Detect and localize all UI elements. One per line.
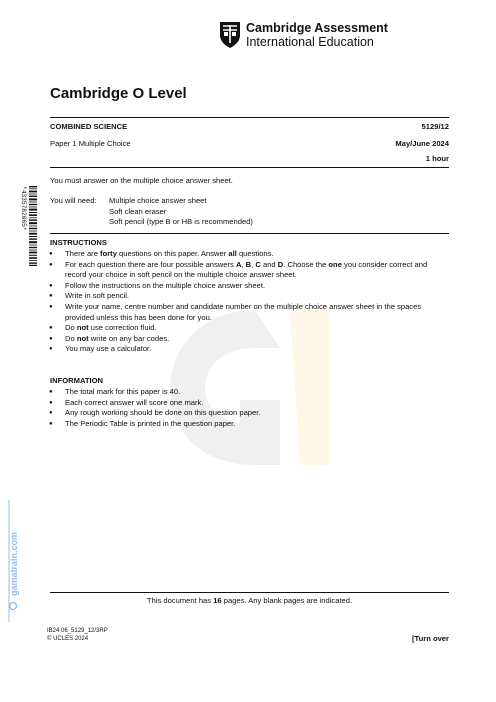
list-item: ● Each correct answer will score one mark. xyxy=(48,398,450,409)
subject-name: COMBINED SCIENCE xyxy=(50,122,128,131)
list-item: ● You may use a calculator. xyxy=(48,344,450,355)
need-item: Soft clean eraser xyxy=(109,206,167,216)
barcode-text: *4335782065* xyxy=(20,186,27,231)
duration: 1 hour xyxy=(425,154,449,163)
list-item: ● Any rough working should be done on this question paper. xyxy=(48,408,450,419)
turn-over-note: [Turn over xyxy=(412,634,449,643)
list-item: ● There are forty questions on this paper. Answer all questions. xyxy=(48,249,450,260)
list-item: ● The total mark for this paper is 40. xyxy=(48,387,450,398)
org-name-line1: Cambridge Assessment xyxy=(246,21,388,35)
need-label: You will need: xyxy=(50,196,97,205)
list-item: ● Follow the instructions on the multiple choice answer sheet. xyxy=(48,281,450,292)
divider-footer xyxy=(50,592,449,593)
doc-reference: IB24 06_5129_12/3RP xyxy=(47,628,108,634)
list-item: ● Do not use correction fluid. xyxy=(48,323,450,334)
page-count-note: This document has 16 pages. Any blank pages are indicated. xyxy=(146,596,353,605)
list-item: ● For each question there are four possible answers A, B, C and D. Choose the one you consider correct and record your choice in soft pencil on the multiple choice answer sheet. xyxy=(48,260,450,281)
need-item: Multiple choice answer sheet xyxy=(109,196,207,205)
page-title: Cambridge O Level xyxy=(50,85,187,102)
paper-code: 5129/12 xyxy=(421,122,449,131)
exam-session: May/June 2024 xyxy=(395,139,449,148)
cambridge-logo xyxy=(219,21,388,51)
information-list xyxy=(48,387,450,429)
list-item: ● Write your name, centre number and candidate number on the multiple choice answer sheet in the spaces provided unless this has been done for you. xyxy=(48,302,450,323)
barcode xyxy=(18,186,38,266)
side-watermark-text: gamatrain.com xyxy=(9,531,19,596)
divider-2 xyxy=(50,167,449,168)
side-watermark xyxy=(6,500,20,622)
answer-note: You must answer on the multiple choice answer sheet. xyxy=(50,176,233,185)
divider-3 xyxy=(50,233,449,234)
list-item: ● The Periodic Table is printed in the question paper. xyxy=(48,419,450,430)
information-heading: INFORMATION xyxy=(50,376,104,385)
instructions-list xyxy=(48,249,450,355)
paper-name: Paper 1 Multiple Choice xyxy=(50,139,131,148)
divider-top xyxy=(50,117,449,118)
shield-icon xyxy=(219,21,241,49)
instructions-heading: INSTRUCTIONS xyxy=(50,238,107,247)
list-item: ● Do not write on any bar codes. xyxy=(48,334,450,345)
copyright: © UCLES 2024 xyxy=(47,636,89,642)
need-item: Soft pencil (type B or HB is recommended) xyxy=(109,217,253,226)
list-item: ● Write in soft pencil. xyxy=(48,291,450,302)
org-name-line2: International Education xyxy=(246,35,374,49)
